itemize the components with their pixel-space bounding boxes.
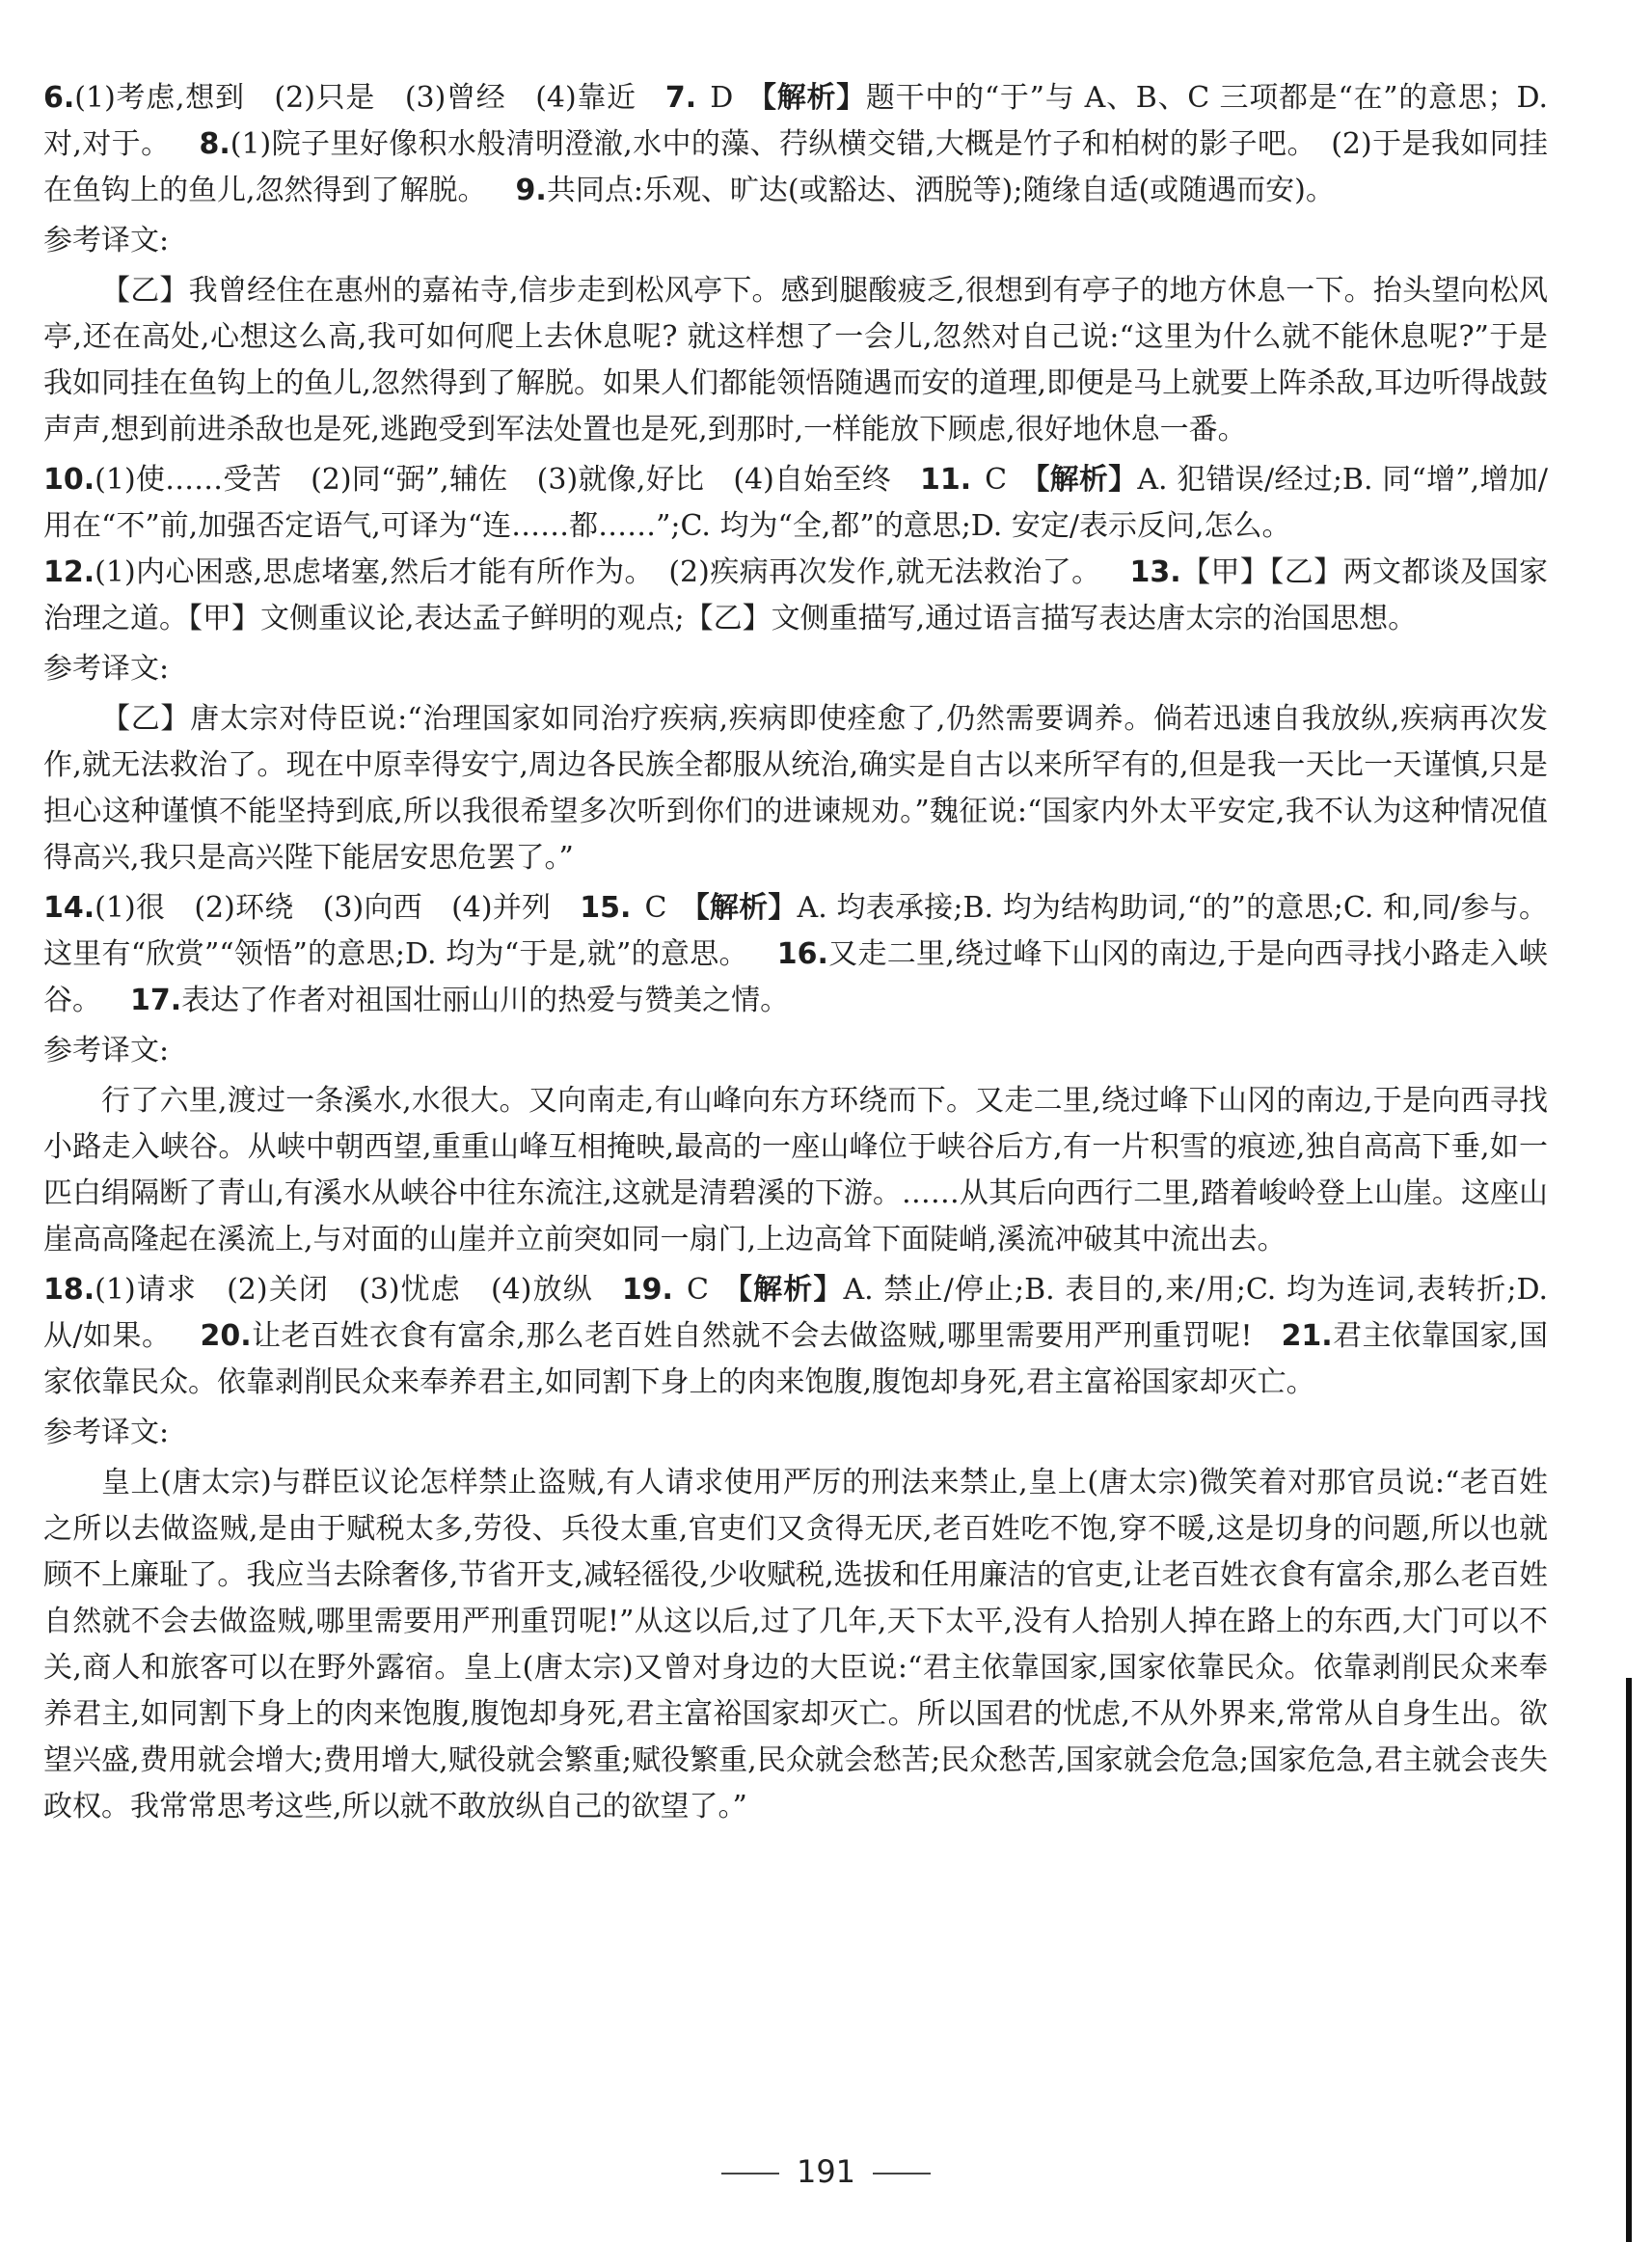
question-number-8: 8.	[199, 127, 230, 161]
translation-3: 行了六里,渡过一条溪水,水很大。又向南走,有山峰向东方环绕而下。又走二里,绕过峰下山冈的南边,于是向西寻找小路走入峡谷。从峡中朝西望,重重山峰互相掩映,最高的一座山峰位于峡谷后方,有一片积雪的痕迹,独自高高下垂,如一匹白绢隔断了青山,有溪水从峡谷中往东流注,这就是清碧溪的下游。……从其后向西行二里,踏着峻岭登上山崖。这座山崖高高隆起在溪流上,与对面的山崖并立前突如同一扇门,上边高耸下面陡峭,溪流冲破其中流出去。	[43, 1084, 1548, 1256]
question-number-13: 13.	[1129, 555, 1181, 589]
answer-6: (1)考虑,想到 (2)只是 (3)曾经 (4)靠近	[74, 81, 636, 115]
answer-16: 又走二里,绕过峰下山冈的南边,于是向西寻找小路走入峡谷。	[43, 937, 1548, 1017]
answer-15: C	[644, 891, 667, 925]
question-number-10: 10.	[43, 463, 95, 497]
answer-block-14-17	[43, 885, 1548, 1024]
question-number-20: 20.	[200, 1319, 252, 1353]
answer-13: 【甲】【乙】两文都谈及国家治理之道。【甲】文侧重议论,表达孟子鲜明的观点;【乙】文侧重描写,通过语言描写表达唐太宗的治国思想。	[43, 555, 1548, 635]
page-number	[0, 2148, 1652, 2195]
translation-2: 【乙】唐太宗对侍臣说:“治理国家如同治疗疾病,疾病即使痊愈了,仍然需要调养。倘若迅速自我放纵,疾病再次发作,就无法救治了。现在中原幸得安宁,周边各民族全都服从统治,确实是自古以来所罕有的,但是我一天比一天谨慎,只是担心这种谨慎不能坚持到底,所以我很希望多次听到你们的进谏规劝。”魏征说:“国家内外太平安定,我不认为这种情况值得高兴,我只是高兴陛下能居安思危罢了。”	[43, 702, 1548, 875]
analysis-7: 题干中的“于”与 A、B、C 三项都是“在”的意思；D. 对,对于。	[43, 81, 1549, 161]
question-number-12: 12.	[43, 555, 95, 589]
page-number-value: 191	[796, 2153, 856, 2190]
analysis-11: A. 犯错误/经过;B. 同“增”,增加/用在“不”前,加强否定语气,可译为“连……都……”;C. 均为“全,都”的意思;D. 安定/表示反问,怎么。	[43, 463, 1549, 543]
answer-17: 表达了作者对祖国壮丽山川的热爱与赞美之情。	[181, 984, 790, 1017]
question-number-19: 19.	[621, 1273, 673, 1307]
answer-14: (1)很 (2)环绕 (3)向西 (4)并列	[95, 891, 552, 925]
page-number-dash-left	[721, 2173, 779, 2174]
analysis-tag: 【解析】	[680, 891, 798, 925]
analysis-tag: 【解析】	[721, 1273, 844, 1307]
answer-9: 共同点:乐观、旷达(或豁达、洒脱等);随缘自适(或随遇而安)。	[546, 174, 1335, 207]
answer-block-18-21	[43, 1267, 1548, 1406]
translation-label: 参考译文:	[43, 652, 170, 686]
question-number-16: 16.	[776, 937, 828, 971]
answer-7: D	[710, 81, 734, 115]
analysis-15: A. 均表承接;B. 均为结构助词,“的”的意思;C. 和,同/参与。这里有“欣赏”“领悟”的意思;D. 均为“于是,就”的意思。	[43, 891, 1549, 971]
question-number-18: 18.	[43, 1273, 95, 1307]
question-number-17: 17.	[130, 984, 182, 1017]
answer-18: (1)请求 (2)关闭 (3)忧虑 (4)放纵	[95, 1273, 593, 1307]
translation-1: 【乙】我曾经住在惠州的嘉祐寺,信步走到松风亭下。感到腿酸疲乏,很想到有亭子的地方休息一下。抬头望向松风亭,还在高处,心想这么高,我可如何爬上去休息呢? 就这样想了一会儿,忽然对自己说:“这里为什么就不能休息呢?”于是我如同挂在鱼钩上的鱼儿,忽然得到了解脱。如果人们都能领悟随遇而安的道理,即便是马上就要上阵杀敌,耳边听得战鼓声声,想到前进杀敌也是死,逃跑受到军法处置也是死,到那时,一样能放下顾虑,很好地休息一番。	[43, 274, 1548, 446]
translation-label: 参考译文:	[43, 1416, 170, 1449]
question-number-14: 14.	[43, 891, 95, 925]
answer-19: C	[686, 1273, 709, 1307]
answer-block-10-13	[43, 457, 1548, 642]
page-number-dash-right	[873, 2173, 931, 2174]
answer-10: (1)使……受苦 (2)同“弼”,辅佐 (3)就像,好比 (4)自始至终	[95, 463, 892, 497]
question-number-21: 21.	[1281, 1319, 1333, 1353]
answer-block-6-9	[43, 75, 1548, 214]
question-number-15: 15.	[580, 891, 632, 925]
translation-label: 参考译文:	[43, 1034, 170, 1067]
answer-11: C	[985, 463, 1008, 497]
analysis-tag: 【解析】	[1020, 463, 1138, 497]
question-number-9: 9.	[515, 174, 547, 207]
answer-12: (1)内心困惑,思虑堵塞,然后才能有所作为。 (2)疾病再次发作,就无法救治了。	[95, 555, 1101, 589]
question-number-7: 7.	[664, 81, 697, 115]
answer-20: 让老百姓衣食有富余,那么老百姓自然就不会去做盗贼,哪里需要用严刑重罚呢!	[251, 1319, 1253, 1353]
translation-4: 皇上(唐太宗)与群臣议论怎样禁止盗贼,有人请求使用严厉的刑法来禁止,皇上(唐太宗)微笑着对那官员说:“老百姓之所以去做盗贼,是由于赋税太多,劳役、兵役太重,官吏们又贪得无厌,老百姓吃不饱,穿不暖,这是切身的问题,所以也就顾不上廉耻了。我应当去除奢侈,节省开支,减轻徭役,少收赋税,选拔和任用廉洁的官吏,让老百姓衣食有富余,那么老百姓自然就不会去做盗贼,哪里需要用严刑重罚呢!”从这以后,过了几年,天下太平,没有人拾别人掉在路上的东西,大门可以不关,商人和旅客可以在野外露宿。皇上(唐太宗)又曾对身边的大臣说:“君主依靠国家,国家依靠民众。依靠剥削民众来奉养君主,如同割下身上的肉来饱腹,腹饱却身死,君主富裕国家却灭亡。所以国君的忧虑,不从外界来,常常从自身生出。欲望兴盛,费用就会增大;费用增大,赋役就会繁重;赋役繁重,民众就会愁苦;民众愁苦,国家就会危急;国家危急,君主就会丧失政权。我常常思考这些,所以就不敢放纵自己的欲望了。”	[43, 1466, 1548, 1823]
analysis-tag: 【解析】	[746, 81, 866, 115]
binding-edge-line	[1626, 1678, 1632, 2242]
answer-21: 君主依靠国家,国家依靠民众。依靠剥削民众来奉养君主,如同割下身上的肉来饱腹,腹饱却身死,君主富裕国家却灭亡。	[43, 1319, 1548, 1399]
translation-label: 参考译文:	[43, 224, 170, 257]
answer-8: (1)院子里好像积水般清明澄澈,水中的藻、荇纵横交错,大概是竹子和柏树的影子吧。 (2)于是我如同挂在鱼钩上的鱼儿,忽然得到了解脱。	[43, 127, 1548, 207]
question-number-6: 6.	[43, 81, 75, 115]
question-number-11: 11.	[920, 463, 972, 497]
analysis-19: A. 禁止/停止;B. 表目的,来/用;C. 均为连词,表转折;D. 从/如果。	[43, 1273, 1548, 1353]
answer-page	[43, 75, 1548, 1834]
